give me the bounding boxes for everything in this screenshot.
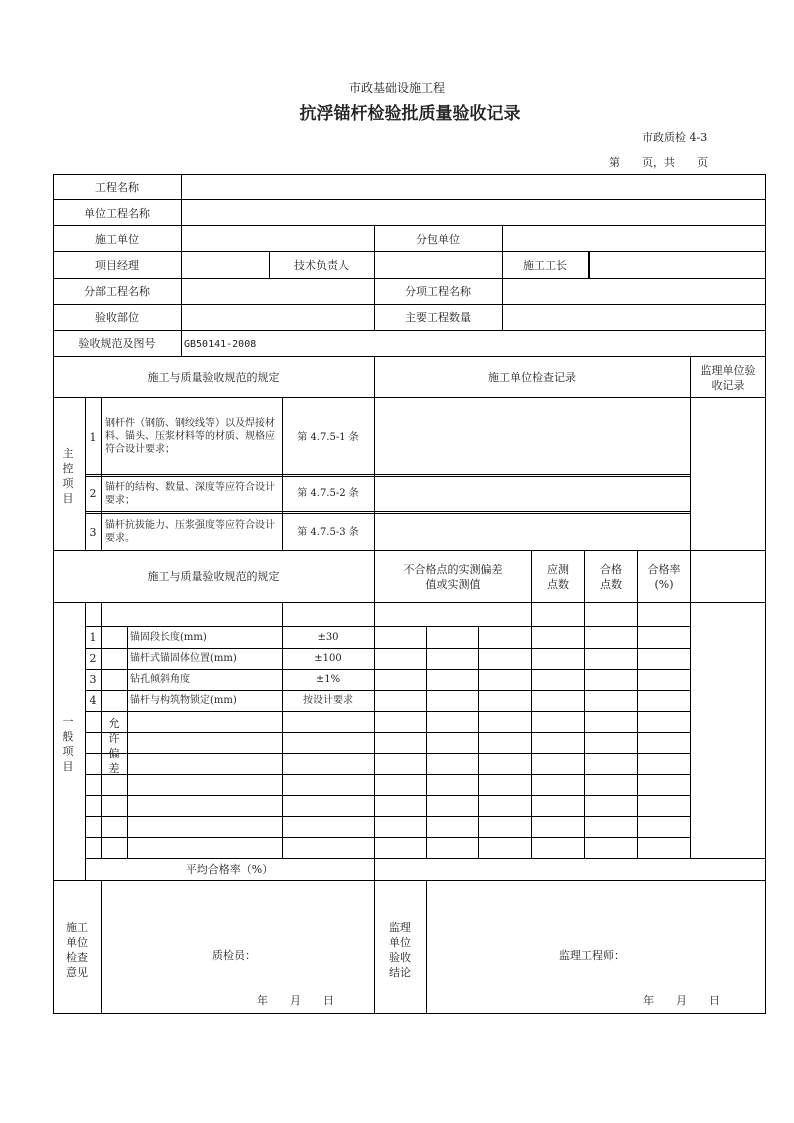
main-item-description: 锚杆抗拔能力、压浆强度等应符合设计要求。 <box>105 520 275 544</box>
inspection-part-label: 验收部位 <box>95 311 139 324</box>
construction-unit-label: 施工单位 <box>95 233 139 246</box>
general-deviation-header: 不合格点的实测偏差值或实测值 <box>403 563 503 591</box>
main-item-check-record[interactable] <box>375 514 690 550</box>
main-item-clause: 第 4.7.5-1 条 <box>297 432 359 443</box>
standard-label: 验收规范及图号 <box>78 337 156 350</box>
inspection-part-field[interactable] <box>182 305 374 330</box>
form-code: 市政质检 4-3 <box>642 131 708 144</box>
page-counter: 第 页，共 页 <box>609 156 708 169</box>
general-item-number: 3 <box>89 673 97 686</box>
tech-lead-field[interactable] <box>375 252 502 278</box>
construction-foreman-label: 施工工长 <box>523 259 567 272</box>
general-rate-header: 合格率(%) <box>647 563 681 591</box>
average-rate-field[interactable] <box>375 859 765 880</box>
inspector-label: 质检员： <box>212 949 256 962</box>
unit-project-name-field[interactable] <box>182 200 765 225</box>
project-manager-field[interactable] <box>182 252 269 278</box>
subcontract-unit-field[interactable] <box>503 226 765 251</box>
main-item-clause: 第 4.7.5-2 条 <box>297 488 359 499</box>
subitem-name-field[interactable] <box>503 279 765 304</box>
general-item-name: 锚固段长度(mm) <box>130 632 207 643</box>
general-section-label: 一般项目 <box>62 715 74 773</box>
main-item-number: 1 <box>89 431 97 444</box>
construction-date: 年 月 日 <box>257 994 334 1007</box>
supervision-conclusion-label: 监理单位验收结论 <box>389 921 411 979</box>
main-item-description: 锚杆的结构、数量、深度等应符合设计要求； <box>105 482 275 506</box>
general-item-name: 钻孔倾斜角度 <box>130 674 190 685</box>
main-quantity-field[interactable] <box>503 305 765 330</box>
construction-foreman-field[interactable] <box>590 252 765 278</box>
project-name-label: 工程名称 <box>95 181 139 194</box>
supervisor-label: 监理工程师： <box>559 949 625 962</box>
main-supervision-header: 监理单位验收记录 <box>700 364 756 392</box>
page-title: 抗浮锚杆检验批质量验收记录 <box>299 104 521 124</box>
main-spec-header: 施工与质量验收规范的规定 <box>147 371 280 384</box>
main-item-check-record[interactable] <box>375 477 690 511</box>
main-control-section-label: 主控项目 <box>62 447 74 505</box>
main-item-number: 2 <box>89 487 97 500</box>
general-item-name: 锚杆式锚固体位置(mm) <box>130 653 237 664</box>
general-item-number: 1 <box>89 631 97 644</box>
division-name-field[interactable] <box>182 279 374 304</box>
general-item-tolerance: ±1% <box>315 674 341 685</box>
division-name-label: 分部工程名称 <box>84 285 150 298</box>
unit-project-name-label: 单位工程名称 <box>84 207 150 220</box>
general-item-tolerance: ±30 <box>317 632 339 643</box>
general-pass-points-header: 合格点数 <box>600 563 622 591</box>
project-manager-label: 项目经理 <box>95 259 139 272</box>
standard-value: GB50141-2008 <box>184 339 257 350</box>
general-item-number: 4 <box>89 694 97 707</box>
main-item-clause: 第 4.7.5-3 条 <box>297 527 359 538</box>
general-spec-header: 施工与质量验收规范的规定 <box>147 570 280 583</box>
general-item-tolerance: 按设计要求 <box>303 695 353 706</box>
general-item-number: 2 <box>89 652 97 665</box>
main-item-check-record[interactable] <box>375 398 690 474</box>
general-item-name: 锚杆与构筑物锁定(mm) <box>130 695 237 706</box>
main-item-number: 3 <box>89 526 97 539</box>
construction-opinion-label: 施工单位检查意见 <box>66 921 88 979</box>
supervision-date: 年 月 日 <box>643 994 720 1007</box>
subcontract-unit-label: 分包单位 <box>416 233 460 246</box>
general-points-header: 应测点数 <box>547 563 569 591</box>
tech-lead-label: 技术负责人 <box>294 259 349 272</box>
construction-unit-field[interactable] <box>182 226 374 251</box>
inspector-signature-field[interactable] <box>262 944 362 966</box>
subitem-name-label: 分项工程名称 <box>405 285 471 298</box>
average-rate-label: 平均合格率（%） <box>185 863 274 876</box>
main-quantity-label: 主要工程数量 <box>405 311 471 324</box>
main-item-description: 钢杆件（钢筋、钢绞线等）以及焊接材料、锚头、压浆材料等的材质、规格应符合设计要求； <box>105 418 275 455</box>
main-supervision-record[interactable] <box>691 398 765 550</box>
category-label: 市政基础设施工程 <box>348 81 445 95</box>
general-item-tolerance: ±100 <box>314 653 342 664</box>
main-check-header: 施工单位检查记录 <box>488 371 576 384</box>
supervisor-signature-field[interactable] <box>633 944 743 966</box>
allowable-deviation-label: 允许偏差 <box>108 717 120 775</box>
project-name-field[interactable] <box>182 175 765 199</box>
